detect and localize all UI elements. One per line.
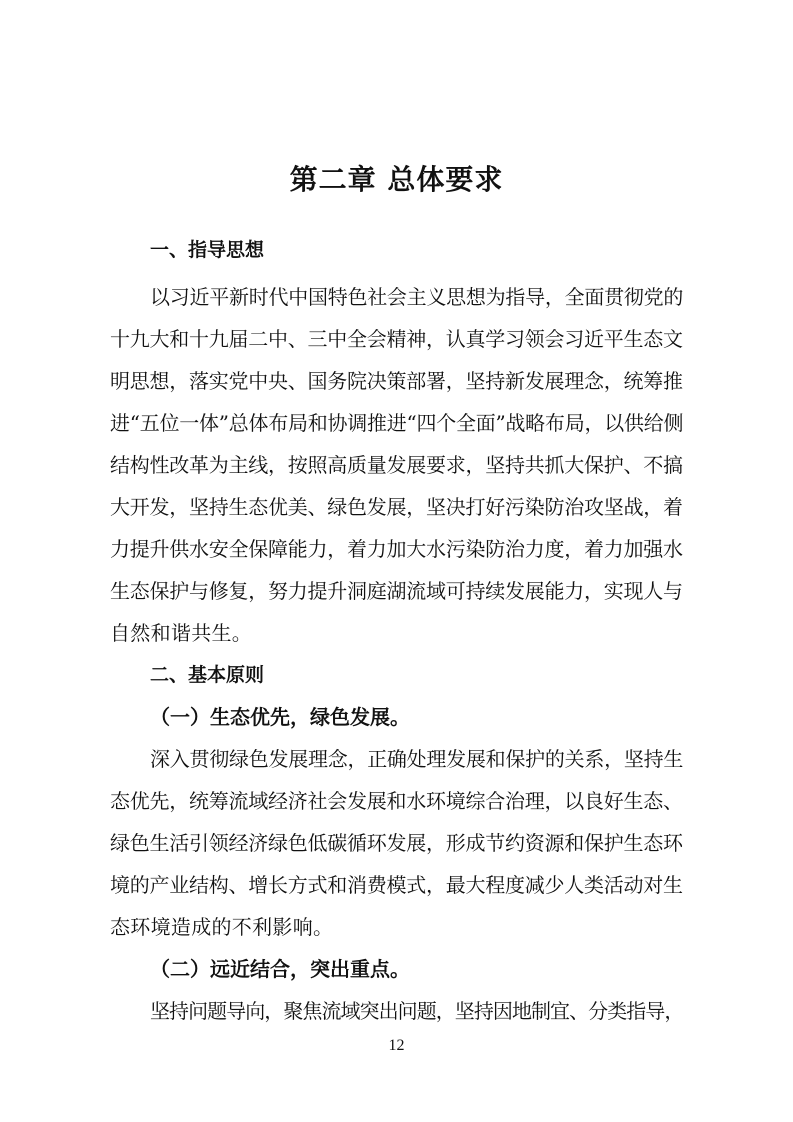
paragraph-line: 境的产业结构、增长方式和消费模式，最大程度减少人类活动对生 (110, 873, 683, 897)
paragraph-line: 结构性改革为主线，按照高质量发展要求，坚持共抓大保护、不搞 (110, 453, 683, 477)
paragraph-line: 力提升供水安全保障能力，着力加大水污染防治力度，着力加强水 (110, 537, 683, 561)
paragraph-line: 明思想，落实党中央、国务院决策部署，坚持新发展理念，统筹推 (110, 369, 683, 393)
page-number: 12 (388, 1037, 405, 1054)
paragraph-line: 以习近平新时代中国特色社会主义思想为指导，全面贯彻党的 (150, 285, 684, 309)
paragraph-line: 生态保护与修复，努力提升洞庭湖流域可持续发展能力，实现人与 (110, 579, 683, 603)
paragraph-line: 态优先，统筹流域经济社会发展和水环境综合治理，以良好生态、 (110, 789, 683, 813)
paragraph-line: 进“五位一体”总体布局和协调推进“四个全面”战略布局，以供给侧 (110, 411, 684, 435)
paragraph-line: 坚持问题导向，聚焦流域突出问题，坚持因地制宜、分类指导， (150, 999, 684, 1023)
subsection-heading-near-far-combined: （二）远近结合，突出重点。 (150, 957, 410, 981)
paragraph-line: 自然和谐共生。 (110, 621, 253, 645)
section-heading-guiding-ideology: 一、指导思想 (150, 239, 265, 261)
subsection-heading-ecology-first: （一）生态优先，绿色发展。 (150, 705, 410, 729)
paragraph-line: 十九大和十九届二中、三中全会精神，认真学习领会习近平生态文 (110, 327, 683, 351)
section-heading-basic-principles: 二、基本原则 (150, 664, 265, 686)
paragraph-line: 绿色生活引领经济绿色低碳循环发展，形成节约资源和保护生态环 (110, 831, 683, 855)
chapter-title: 第二章 总体要求 (289, 163, 504, 196)
paragraph-line: 大开发，坚持生态优美、绿色发展，坚决打好污染防治攻坚战，着 (110, 495, 683, 519)
paragraph-line: 深入贯彻绿色发展理念，正确处理发展和保护的关系，坚持生 (150, 747, 684, 771)
paragraph-line: 态环境造成的不利影响。 (110, 915, 334, 939)
